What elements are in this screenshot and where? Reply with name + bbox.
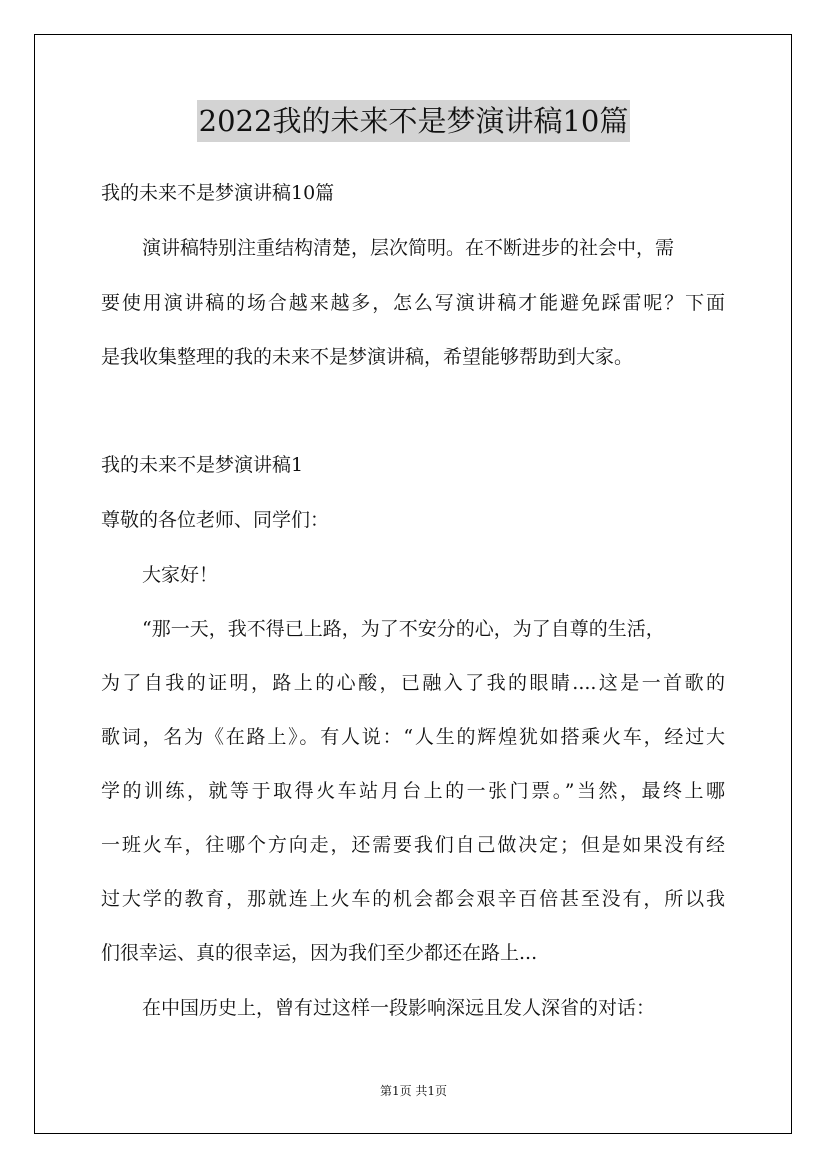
body-line-6: 过大学的教育，那就连上火车的机会都会艰辛百倍甚至没有，所以我 [101, 888, 725, 910]
page-footer: 第1页 共1页 [379, 1084, 448, 1098]
section-heading: 我的未来不是梦演讲稿1 [101, 454, 304, 476]
intro-line-2: 要使用演讲稿的场合越来越多，怎么写演讲稿才能避免踩雷呢？下面 [101, 292, 725, 314]
intro-line-3: 是我收集整理的我的未来不是梦演讲稿，希望能够帮助到大家。 [101, 346, 634, 368]
document-subtitle: 我的未来不是梦演讲稿10篇 [101, 182, 335, 204]
last-line: 在中国历史上，曾有过这样一段影响深远且发人深省的对话： [142, 997, 656, 1019]
salutation: 尊敬的各位老师、同学们： [101, 509, 330, 531]
body-line-5: 一班火车，往哪个方向走，还需要我们自己做决定；但是如果没有经 [101, 834, 725, 856]
body-line-1: “那一天，我不得已上路，为了不安分的心，为了自尊的生活， [142, 618, 665, 640]
intro-line-1: 演讲稿特别注重结构清楚，层次简明。在不断进步的社会中，需 [142, 237, 675, 259]
body-line-7: 们很幸运、真的很幸运，因为我们至少都还在路上... [101, 942, 538, 964]
document-title: 2022我的未来不是梦演讲稿10篇 [197, 100, 631, 142]
body-line-3: 歌词，名为《在路上》。有人说：“人生的辉煌犹如搭乘火车，经过大 [101, 726, 725, 748]
title-container [0, 100, 827, 142]
greeting: 大家好！ [142, 564, 219, 586]
body-line-4: 学的训练，就等于取得火车站月台上的一张门票。”当然，最终上哪 [101, 780, 725, 802]
body-line-2: 为了自我的证明，路上的心酸，已融入了我的眼睛....这是一首歌的 [101, 672, 725, 694]
